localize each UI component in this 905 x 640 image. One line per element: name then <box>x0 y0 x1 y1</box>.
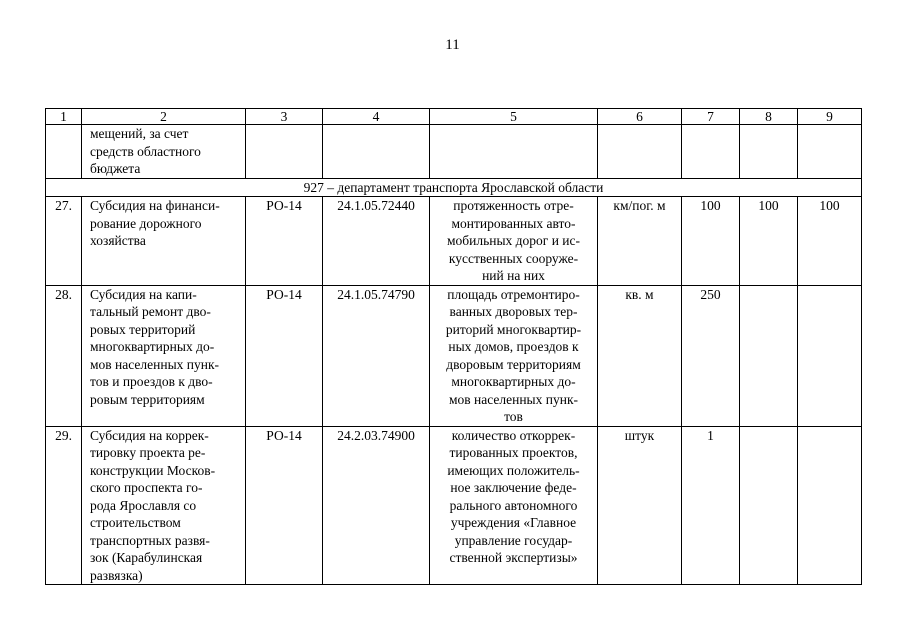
table-row <box>46 426 862 585</box>
cell-name: мещений, за счет средств областного бюджета <box>82 125 246 179</box>
row-unit: км/пог. м <box>598 197 682 286</box>
column-header-3: 3 <box>246 109 323 125</box>
row-value-9: 100 <box>798 197 862 286</box>
row-indicator: протяженность отре- монтированных авто- мобильных дорог и ис- кусственных сооруже- ний на них <box>430 197 598 286</box>
row-value-8 <box>740 426 798 585</box>
row-name: Субсидия на финанси- рование дорожного хозяйства <box>82 197 246 286</box>
cell-unit <box>598 125 682 179</box>
row-number: 27. <box>46 197 82 286</box>
row-value-8 <box>740 285 798 426</box>
budget-table <box>45 108 862 585</box>
table-row <box>46 285 862 426</box>
row-value-9 <box>798 426 862 585</box>
row-code: РО-14 <box>246 426 323 585</box>
row-number: 29. <box>46 426 82 585</box>
cell-indicator <box>430 125 598 179</box>
row-value-7: 1 <box>682 426 740 585</box>
column-header-9: 9 <box>798 109 862 125</box>
row-name: Субсидия на капи- тальный ремонт дво- ровых территорий многоквартирных до- мов населенных пунк- тов и проездов к дво- ровым территориям <box>82 285 246 426</box>
cell-value-7 <box>682 125 740 179</box>
cell-kbk <box>323 125 430 179</box>
column-header-6: 6 <box>598 109 682 125</box>
row-value-7: 100 <box>682 197 740 286</box>
row-kbk: 24.1.05.72440 <box>323 197 430 286</box>
row-indicator: количество откоррек- тированных проектов, имеющих положитель- ное заключение феде- рального автономного учреждения «Главное управление государ- ственной экспертизы» <box>430 426 598 585</box>
cell-value-8 <box>740 125 798 179</box>
row-kbk: 24.2.03.74900 <box>323 426 430 585</box>
column-header-7: 7 <box>682 109 740 125</box>
row-unit: кв. м <box>598 285 682 426</box>
column-header-2: 2 <box>82 109 246 125</box>
column-header-1: 1 <box>46 109 82 125</box>
row-value-7: 250 <box>682 285 740 426</box>
cell-num <box>46 125 82 179</box>
column-header-5: 5 <box>430 109 598 125</box>
row-name: Субсидия на коррек- тировку проекта ре- конструкции Москов- ского проспекта го- рода Ярославля со строительством транспортных развя- зок (Карабулинская развязка) <box>82 426 246 585</box>
column-header-8: 8 <box>740 109 798 125</box>
row-number: 28. <box>46 285 82 426</box>
row-unit: штук <box>598 426 682 585</box>
row-kbk: 24.1.05.74790 <box>323 285 430 426</box>
section-title: 927 – департамент транспорта Ярославской области <box>46 178 862 197</box>
cell-value-9 <box>798 125 862 179</box>
row-indicator: площадь отремонтиро- ванных дворовых тер- риторий многоквартир- ных домов, проездов к дворовым территориям многоквартирных до- мов населенных пунк- тов <box>430 285 598 426</box>
column-number-row <box>46 109 862 125</box>
row-code: РО-14 <box>246 285 323 426</box>
table-row <box>46 197 862 286</box>
section-row <box>46 178 862 197</box>
cell-code <box>246 125 323 179</box>
page-number: 11 <box>445 37 460 53</box>
row-value-8: 100 <box>740 197 798 286</box>
row-code: РО-14 <box>246 197 323 286</box>
column-header-4: 4 <box>323 109 430 125</box>
continuation-row <box>46 125 862 179</box>
row-value-9 <box>798 285 862 426</box>
